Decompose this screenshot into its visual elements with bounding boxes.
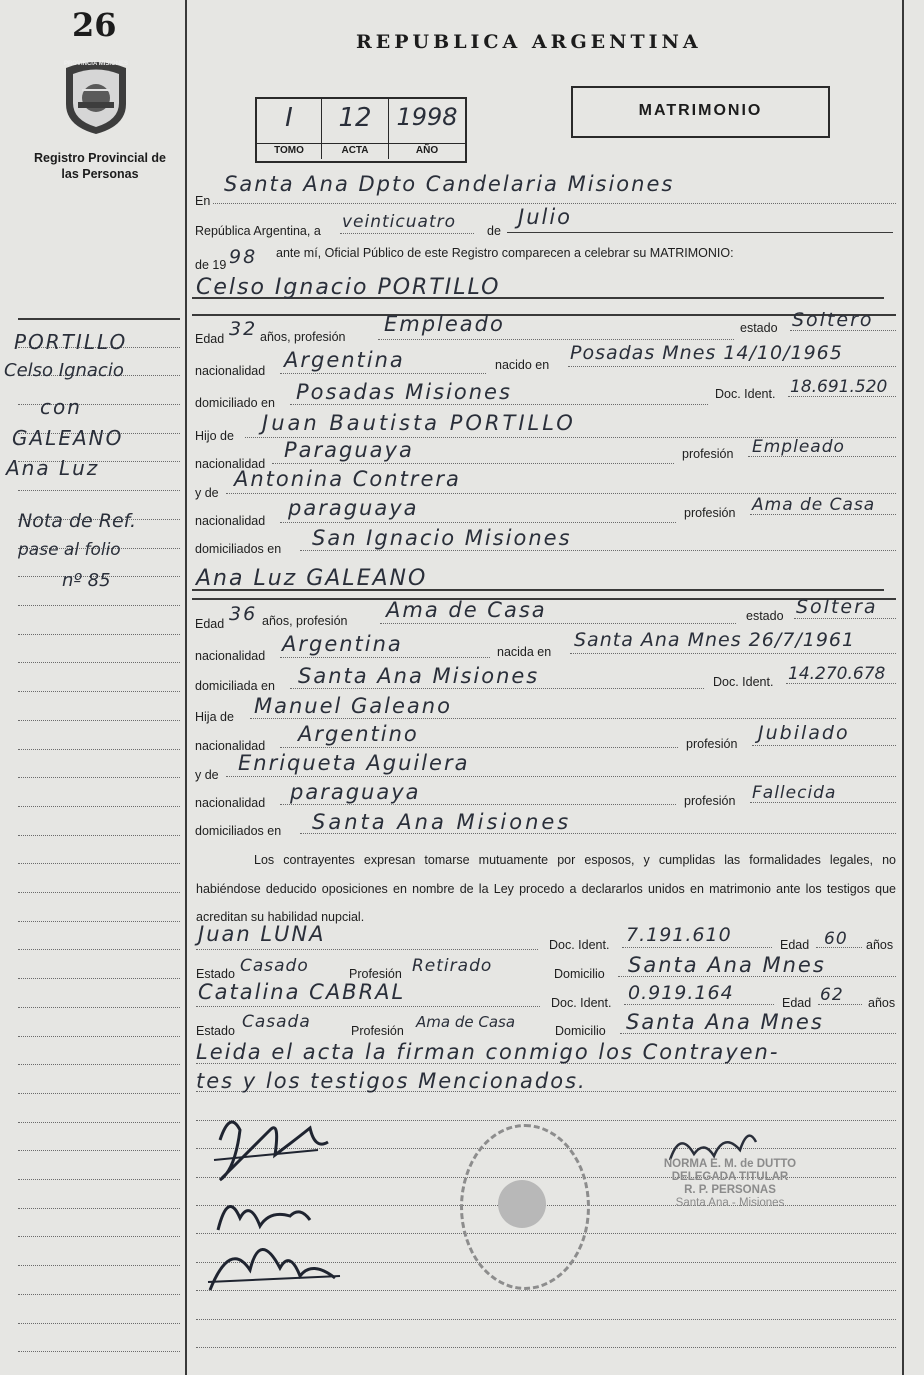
seal-icon xyxy=(60,58,132,136)
witness2-anos-label: años xyxy=(868,996,896,1010)
bride-signature xyxy=(218,1206,310,1230)
margin-ruled-line xyxy=(18,978,180,979)
witness1-domicilio: Santa Ana Mnes xyxy=(628,953,826,977)
anio-cell xyxy=(389,99,465,159)
record-number-box xyxy=(255,97,467,163)
bride-mother-prof: Fallecida xyxy=(752,783,837,803)
bride-y-de-label: y de xyxy=(195,768,219,782)
closing-ruled-line xyxy=(196,1347,896,1348)
groom-mother-nac-label: nacionalidad xyxy=(195,514,266,528)
margin-note-surname-2: GALEANO xyxy=(12,426,124,450)
groom-signature-underline xyxy=(214,1150,318,1160)
acta-cell xyxy=(322,99,389,159)
margin-ruled-line xyxy=(18,1265,180,1266)
margin-ruled-line xyxy=(18,1150,180,1151)
margin-ruled-line xyxy=(18,1007,180,1008)
margin-note-con: con xyxy=(40,395,82,419)
groom-mother-nac: paraguaya xyxy=(288,496,419,520)
tomo-label: TOMO xyxy=(274,145,304,156)
seal-text: PROVINCIA MISIONES xyxy=(63,61,129,67)
bride-doc: 14.270.678 xyxy=(788,664,886,684)
bride-father-prof: Jubilado xyxy=(758,722,850,744)
margin-ruled-line xyxy=(18,949,180,950)
groom-dom-label: domiciliado en xyxy=(195,396,275,410)
acta-label: ACTA xyxy=(341,145,369,156)
margin-ruled-line xyxy=(18,921,180,922)
groom-mother-prof-label: profesión xyxy=(684,506,736,520)
groom-dom-parents: San Ignacio Misiones xyxy=(312,526,572,550)
witness1-name: Juan LUNA xyxy=(198,922,326,946)
groom-father-prof-label: profesión xyxy=(682,447,734,461)
witness2-prof-label: Profesión xyxy=(351,1024,404,1038)
official-stamp xyxy=(640,1158,820,1210)
margin-ruled-line xyxy=(18,749,180,750)
bride-domicilio: Santa Ana Misiones xyxy=(298,664,540,688)
groom-dom-parents-label: domiciliados en xyxy=(195,542,282,556)
official-stamp-line-4: Santa Ana - Misiones xyxy=(675,1197,785,1209)
margin-note-ref: Nota de Ref. xyxy=(18,510,137,532)
bride-dom-parents: Santa Ana Misiones xyxy=(312,810,572,834)
witness2-profession: Ama de Casa xyxy=(416,1013,516,1031)
groom-doc: 18.691.520 xyxy=(790,377,888,397)
witness1-prof-label: Profesión xyxy=(349,967,402,981)
official-stamp-line-3: R. P. PERSONAS xyxy=(684,1184,776,1196)
margin-ruled-line xyxy=(18,1179,180,1180)
groom-mother-prof: Ama de Casa xyxy=(752,495,876,515)
witness1-edad-label: Edad xyxy=(780,938,810,952)
groom-father-nac-label: nacionalidad xyxy=(195,457,266,471)
groom-estado: Soltero xyxy=(792,309,874,331)
margin-ruled-line xyxy=(18,1122,180,1123)
bride-parent-label: Hija de xyxy=(195,710,234,724)
statement-paragraph: Los contrayentes expresan tomarse mutuamente por esposos, y cumplidas las formalidades legales, no habiéndose deducido oposiciones en nombre de la Ley procedo a declararlos unidos en matrimonio ante los testigos que acreditan su habilidad nupcial. xyxy=(196,853,896,924)
margin-note-given-2: Ana Luz xyxy=(6,456,100,480)
margin-note-given-1: Celso Ignacio xyxy=(4,360,124,381)
groom-nacido-label: nacido en xyxy=(495,358,550,372)
witness1-anos-label: años xyxy=(866,938,894,952)
bride-father-prof-label: profesión xyxy=(686,737,738,751)
act-type-box xyxy=(571,86,830,138)
witness2-doc: 0.919.164 xyxy=(628,982,734,1004)
witness1-dom-label: Domicilio xyxy=(554,967,605,981)
registry-seal-core xyxy=(498,1180,546,1228)
witness1-estado: Casado xyxy=(240,956,309,976)
bride-dom-label: domiciliada en xyxy=(195,679,275,693)
groom-nac-label: nacionalidad xyxy=(195,364,266,378)
bride-mother: Enriqueta Aguilera xyxy=(238,751,470,775)
year-prefix: de 19 xyxy=(195,258,227,272)
witness1-doc-label: Doc. Ident. xyxy=(549,938,610,952)
acta-value: 12 xyxy=(338,103,372,133)
margin-top-rule xyxy=(18,318,180,320)
margin-ruled-line xyxy=(18,634,180,635)
republic-label: República Argentina, a xyxy=(195,224,321,238)
right-rule xyxy=(902,0,904,1375)
act-type: MATRIMONIO xyxy=(638,102,763,119)
bride-estado: Soltera xyxy=(796,596,878,618)
groom-doc-label: Doc. Ident. xyxy=(715,387,776,401)
tomo-cell xyxy=(257,99,322,159)
bride-profession: Ama de Casa xyxy=(386,598,547,622)
anio-label: AÑO xyxy=(415,145,439,156)
bride-mother-nac: paraguaya xyxy=(290,780,421,804)
bride-dom-parents-label: domiciliados en xyxy=(195,824,282,838)
country-title: REPUBLICA ARGENTINA xyxy=(356,31,702,53)
bride-doc-label: Doc. Ident. xyxy=(713,675,774,689)
groom-birth: Posadas Mnes 14/10/1965 xyxy=(570,342,843,364)
official-stamp-line-2: DELEGADA TITULAR xyxy=(671,1171,789,1183)
witness2-doc-label: Doc. Ident. xyxy=(551,996,612,1010)
witness2-dom-label: Domicilio xyxy=(555,1024,606,1038)
witness2-domicilio: Santa Ana Mnes xyxy=(626,1010,824,1034)
margin-rule xyxy=(185,0,187,1375)
margin-ruled-line xyxy=(18,490,180,491)
year-suffix: 98 xyxy=(229,246,258,268)
bride-nacida-label: nacida en xyxy=(497,645,552,659)
bride-profession-label: años, profesión xyxy=(262,614,348,628)
place-value: Santa Ana Dpto Candelaria Misiones xyxy=(224,172,675,196)
groom-father-prof: Empleado xyxy=(752,437,845,457)
en-label: En xyxy=(195,194,211,208)
margin-ruled-line xyxy=(18,1236,180,1237)
bride-father: Manuel Galeano xyxy=(254,694,452,718)
bride-nac-label: nacionalidad xyxy=(195,649,266,663)
witness1-estado-label: Estado xyxy=(196,967,235,981)
groom-profession: Empleado xyxy=(384,312,505,336)
margin-ruled-line xyxy=(18,777,180,778)
province-seal xyxy=(60,58,132,136)
registry-name: Registro Provincial de las Personas xyxy=(34,151,166,181)
margin-ruled-line xyxy=(18,1294,180,1295)
margin-ruled-line xyxy=(18,835,180,836)
witness1-age: 60 xyxy=(824,929,848,949)
bride-estado-label: estado xyxy=(746,609,784,623)
groom-nac: Argentina xyxy=(284,348,405,372)
margin-ruled-line xyxy=(18,1351,180,1352)
margin-ruled-line xyxy=(18,863,180,864)
witness2-estado-label: Estado xyxy=(196,1024,235,1038)
groom-name: Celso Ignacio PORTILLO xyxy=(196,275,501,300)
page-number: 26 xyxy=(72,6,117,44)
day-value: veinticuatro xyxy=(342,212,456,232)
tomo-value: I xyxy=(285,103,293,133)
official-stamp-line-1: NORMA E. M. de DUTTO xyxy=(663,1158,797,1170)
margin-ruled-line xyxy=(18,720,180,721)
groom-estado-label: estado xyxy=(740,321,778,335)
groom-father-nac: Paraguaya xyxy=(284,438,414,462)
signatures xyxy=(200,1100,350,1300)
closing-ruled-line xyxy=(196,1319,896,1320)
witness2-name: Catalina CABRAL xyxy=(198,980,406,1004)
month-value: Julio xyxy=(518,205,573,229)
bride-father-nac-label: nacionalidad xyxy=(195,739,266,753)
margin-note-surname-1: PORTILLO xyxy=(14,330,128,354)
anio-value: 1998 xyxy=(396,103,458,131)
witness1-doc: 7.191.610 xyxy=(626,924,732,946)
witness2-edad-label: Edad xyxy=(782,996,812,1010)
margin-note-folio: pase al folio xyxy=(18,540,121,560)
groom-edad-label: Edad xyxy=(195,332,225,346)
witness2-estado: Casada xyxy=(242,1012,311,1032)
bride-father-nac: Argentino xyxy=(298,722,419,746)
bride-birth: Santa Ana Mnes 26/7/1961 xyxy=(574,629,856,651)
margin-ruled-line xyxy=(18,691,180,692)
margin-ruled-line xyxy=(18,806,180,807)
bride-name: Ana Luz GALEANO xyxy=(196,566,428,591)
groom-parent-label: Hijo de xyxy=(195,429,234,443)
margin-ruled-line xyxy=(18,605,180,606)
witness-signature-underline xyxy=(208,1276,340,1282)
groom-y-de-label: y de xyxy=(195,486,219,500)
de-label: de xyxy=(487,224,501,238)
groom-mother: Antonina Contrera xyxy=(234,467,461,491)
witness1-profession: Retirado xyxy=(412,956,493,976)
bride-nac: Argentina xyxy=(282,632,403,656)
margin-ruled-line xyxy=(18,1064,180,1065)
margin-ruled-line xyxy=(18,1208,180,1209)
groom-father: Juan Bautista PORTILLO xyxy=(262,411,576,435)
margin-ruled-line xyxy=(18,892,180,893)
bride-mother-prof-label: profesión xyxy=(684,794,736,808)
groom-domicilio: Posadas Misiones xyxy=(296,380,512,404)
margin-ruled-line xyxy=(18,1036,180,1037)
margin-ruled-line xyxy=(18,1093,180,1094)
margin-note-number: nº 85 xyxy=(62,570,111,591)
margin-ruled-line xyxy=(18,1323,180,1324)
groom-profession-label: años, profesión xyxy=(260,330,346,344)
closing-line-2: tes y los testigos Mencionados. xyxy=(196,1069,587,1093)
bride-age: 36 xyxy=(229,603,258,625)
witness-signature xyxy=(210,1249,335,1290)
groom-age: 32 xyxy=(229,318,258,340)
closing-line-1: Leida el acta la firman conmigo los Contrayen- xyxy=(196,1040,780,1064)
bride-mother-nac-label: nacionalidad xyxy=(195,796,266,810)
margin-ruled-line xyxy=(18,662,180,663)
bride-edad-label: Edad xyxy=(195,617,225,631)
witness2-age: 62 xyxy=(820,985,844,1005)
intro-statement: ante mí, Oficial Público de este Registro comparecen a celebrar su MATRIMONIO: xyxy=(276,246,734,260)
